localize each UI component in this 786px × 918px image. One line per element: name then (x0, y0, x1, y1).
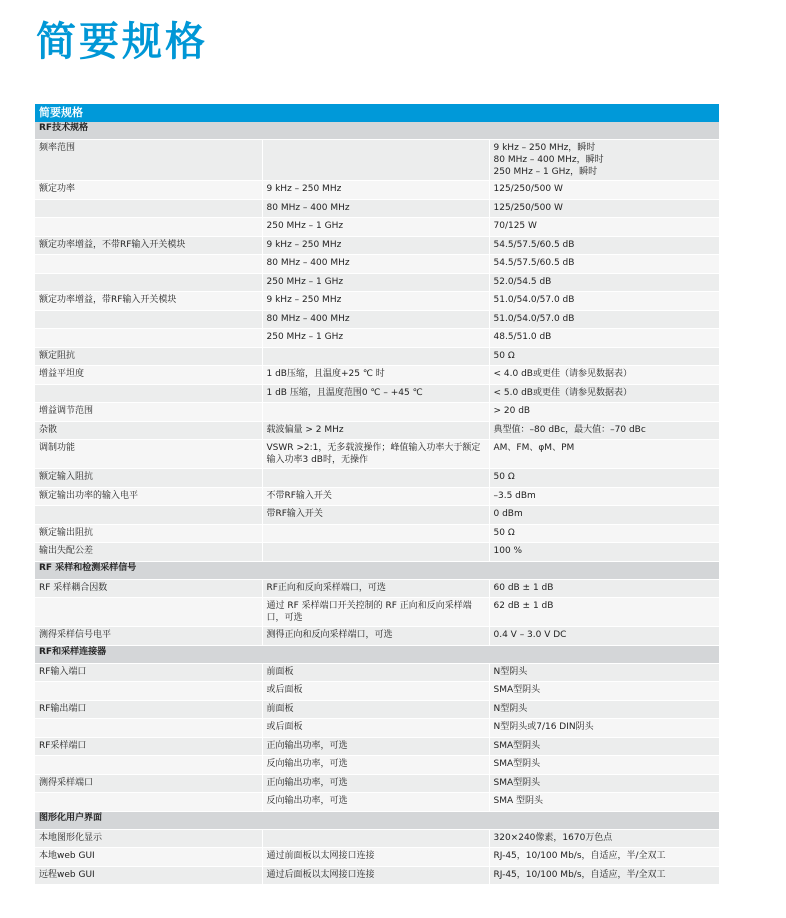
table-row (35, 756, 719, 775)
value-cell: 125/250/500 W (489, 181, 719, 200)
condition-cell: 9 kHz – 250 MHz (262, 236, 489, 255)
section-heading: RF 采样和检测采样信号 (35, 561, 719, 579)
condition-cell: 反向输出功率，可选 (262, 793, 489, 812)
condition-cell (262, 403, 489, 422)
value-cell: 51.0/54.0/57.0 dB (489, 310, 719, 329)
condition-cell: 通过 RF 采样端口开关控制的 RF 正向和反向采样端口，可选 (262, 598, 489, 627)
value-cell: 48.5/51.0 dB (489, 329, 719, 348)
param-cell (35, 719, 262, 738)
param-cell (35, 756, 262, 775)
condition-cell: 前面板 (262, 700, 489, 719)
value-cell: N型阴头 (489, 700, 719, 719)
table-row (35, 329, 719, 348)
table-row (35, 292, 719, 311)
value-cell: 100 % (489, 543, 719, 562)
value-cell: 125/250/500 W (489, 199, 719, 218)
table-row (35, 384, 719, 403)
condition-cell: 250 MHz – 1 GHz (262, 329, 489, 348)
condition-cell (262, 524, 489, 543)
param-cell: 输出失配公差 (35, 543, 262, 562)
table-row (35, 663, 719, 682)
value-cell: 50 Ω (489, 469, 719, 488)
value-cell: 50 Ω (489, 524, 719, 543)
table-row (35, 598, 719, 627)
condition-cell: 通过后面板以太网接口连接 (262, 866, 489, 885)
param-cell: 额定功率增益，不带RF输入开关模块 (35, 236, 262, 255)
param-cell (35, 329, 262, 348)
condition-cell (262, 543, 489, 562)
condition-cell: 反向输出功率，可选 (262, 756, 489, 775)
value-cell: SMA型阴头 (489, 682, 719, 701)
table-row (35, 719, 719, 738)
param-cell: 频率范围 (35, 140, 262, 181)
condition-cell: 带RF输入开关 (262, 506, 489, 525)
condition-cell (262, 469, 489, 488)
param-cell: 杂散 (35, 421, 262, 440)
table-row (35, 737, 719, 756)
param-cell: 测得采样信号电平 (35, 627, 262, 646)
condition-cell (262, 140, 489, 181)
table-row (35, 524, 719, 543)
value-cell: 9 kHz – 250 MHz，瞬时 80 MHz – 400 MHz，瞬时 250 MHz – 1 GHz，瞬时 (489, 140, 719, 181)
param-cell (35, 506, 262, 525)
value-cell: 54.5/57.5/60.5 dB (489, 255, 719, 274)
param-cell: 远程web GUI (35, 866, 262, 885)
section-heading: RF技术规格 (35, 122, 719, 140)
param-cell: 额定功率增益，带RF输入开关模块 (35, 292, 262, 311)
value-cell: SMA型阴头 (489, 737, 719, 756)
condition-cell: 正向输出功率，可选 (262, 774, 489, 793)
condition-cell: 250 MHz – 1 GHz (262, 273, 489, 292)
section-header (35, 811, 719, 829)
table-row (35, 682, 719, 701)
value-cell: 60 dB ± 1 dB (489, 579, 719, 598)
param-cell: RF输入端口 (35, 663, 262, 682)
value-cell: 62 dB ± 1 dB (489, 598, 719, 627)
table-row (35, 700, 719, 719)
value-cell: SMA型阴头 (489, 756, 719, 775)
table-row (35, 487, 719, 506)
param-cell: 测得采样端口 (35, 774, 262, 793)
param-cell: 增益调节范围 (35, 403, 262, 422)
value-cell: SMA 型阴头 (489, 793, 719, 812)
table-row (35, 440, 719, 469)
condition-cell: 80 MHz – 400 MHz (262, 255, 489, 274)
value-cell: 70/125 W (489, 218, 719, 237)
param-cell (35, 682, 262, 701)
value-cell: < 5.0 dB或更佳（请参见数据表） (489, 384, 719, 403)
table-row (35, 579, 719, 598)
table-row (35, 236, 719, 255)
value-cell: RJ-45，10/100 Mb/s，自适应，半/全双工 (489, 848, 719, 867)
condition-cell: 前面板 (262, 663, 489, 682)
param-cell: 额定阻抗 (35, 347, 262, 366)
condition-cell: 或后面板 (262, 682, 489, 701)
param-cell (35, 218, 262, 237)
table-row (35, 255, 719, 274)
value-cell: N型阴头或7/16 DIN阴头 (489, 719, 719, 738)
condition-cell: 测得正向和反向采样端口，可选 (262, 627, 489, 646)
param-cell (35, 199, 262, 218)
table-row (35, 366, 719, 385)
param-cell: 额定输入阻抗 (35, 469, 262, 488)
value-cell: 320×240像素，1670万色点 (489, 829, 719, 848)
table-row (35, 310, 719, 329)
value-cell: 0 dBm (489, 506, 719, 525)
table-row (35, 403, 719, 422)
section-heading: RF和采样连接器 (35, 645, 719, 663)
param-cell: 增益平坦度 (35, 366, 262, 385)
param-cell: RF采样端口 (35, 737, 262, 756)
table-row (35, 866, 719, 885)
value-cell: > 20 dB (489, 403, 719, 422)
page-title: 简要规格 (36, 19, 208, 65)
condition-cell: 9 kHz – 250 MHz (262, 181, 489, 200)
param-cell: 本地图形化显示 (35, 829, 262, 848)
table-row (35, 140, 719, 181)
param-cell (35, 255, 262, 274)
spec-table (35, 104, 719, 885)
condition-cell: 1 dB压缩，且温度+25 ℃ 时 (262, 366, 489, 385)
condition-cell: 250 MHz – 1 GHz (262, 218, 489, 237)
table-row (35, 273, 719, 292)
param-cell: 本地web GUI (35, 848, 262, 867)
param-cell (35, 384, 262, 403)
condition-cell: 不带RF输入开关 (262, 487, 489, 506)
table-row (35, 199, 719, 218)
param-cell (35, 273, 262, 292)
condition-cell: 1 dB 压缩，且温度范围0 ℃ – +45 ℃ (262, 384, 489, 403)
value-cell: –3.5 dBm (489, 487, 719, 506)
table-row (35, 543, 719, 562)
value-cell: 51.0/54.0/57.0 dB (489, 292, 719, 311)
condition-cell: 或后面板 (262, 719, 489, 738)
condition-cell: 80 MHz – 400 MHz (262, 310, 489, 329)
value-cell: SMA型阴头 (489, 774, 719, 793)
table-row (35, 421, 719, 440)
table-row (35, 506, 719, 525)
value-cell: N型阴头 (489, 663, 719, 682)
section-heading: 图形化用户界面 (35, 811, 719, 829)
table-row (35, 627, 719, 646)
condition-cell: RF正向和反向采样端口，可选 (262, 579, 489, 598)
param-cell (35, 793, 262, 812)
table-row (35, 793, 719, 812)
param-cell (35, 598, 262, 627)
condition-cell: 正向输出功率，可选 (262, 737, 489, 756)
param-cell: 调制功能 (35, 440, 262, 469)
spec-body (35, 122, 719, 885)
condition-cell: 9 kHz – 250 MHz (262, 292, 489, 311)
table-row (35, 848, 719, 867)
param-cell: 额定输出阻抗 (35, 524, 262, 543)
table-row (35, 347, 719, 366)
table-row (35, 181, 719, 200)
param-cell: RF 采样耦合因数 (35, 579, 262, 598)
value-cell: 0.4 V – 3.0 V DC (489, 627, 719, 646)
param-cell: 额定输出功率的输入电平 (35, 487, 262, 506)
table-row (35, 469, 719, 488)
section-header (35, 645, 719, 663)
condition-cell: 载波偏量 > 2 MHz (262, 421, 489, 440)
table-header-row (35, 104, 719, 122)
table-title: 简要规格 (35, 104, 719, 122)
value-cell: 52.0/54.5 dB (489, 273, 719, 292)
condition-cell: VSWR >2:1，无多载波操作；峰值输入功率大于额定输入功率3 dB时，无操作 (262, 440, 489, 469)
table-row (35, 829, 719, 848)
table-row (35, 218, 719, 237)
condition-cell (262, 347, 489, 366)
condition-cell (262, 829, 489, 848)
value-cell: 50 Ω (489, 347, 719, 366)
value-cell: AM、FM、φM、PM (489, 440, 719, 469)
section-header (35, 561, 719, 579)
table-row (35, 774, 719, 793)
value-cell: 54.5/57.5/60.5 dB (489, 236, 719, 255)
section-header (35, 122, 719, 140)
condition-cell: 通过前面板以太网接口连接 (262, 848, 489, 867)
value-cell: < 4.0 dB或更佳（请参见数据表） (489, 366, 719, 385)
param-cell (35, 310, 262, 329)
value-cell: RJ-45，10/100 Mb/s，自适应，半/全双工 (489, 866, 719, 885)
condition-cell: 80 MHz – 400 MHz (262, 199, 489, 218)
param-cell: 额定功率 (35, 181, 262, 200)
value-cell: 典型值：–80 dBc，最大值：–70 dBc (489, 421, 719, 440)
param-cell: RF输出端口 (35, 700, 262, 719)
